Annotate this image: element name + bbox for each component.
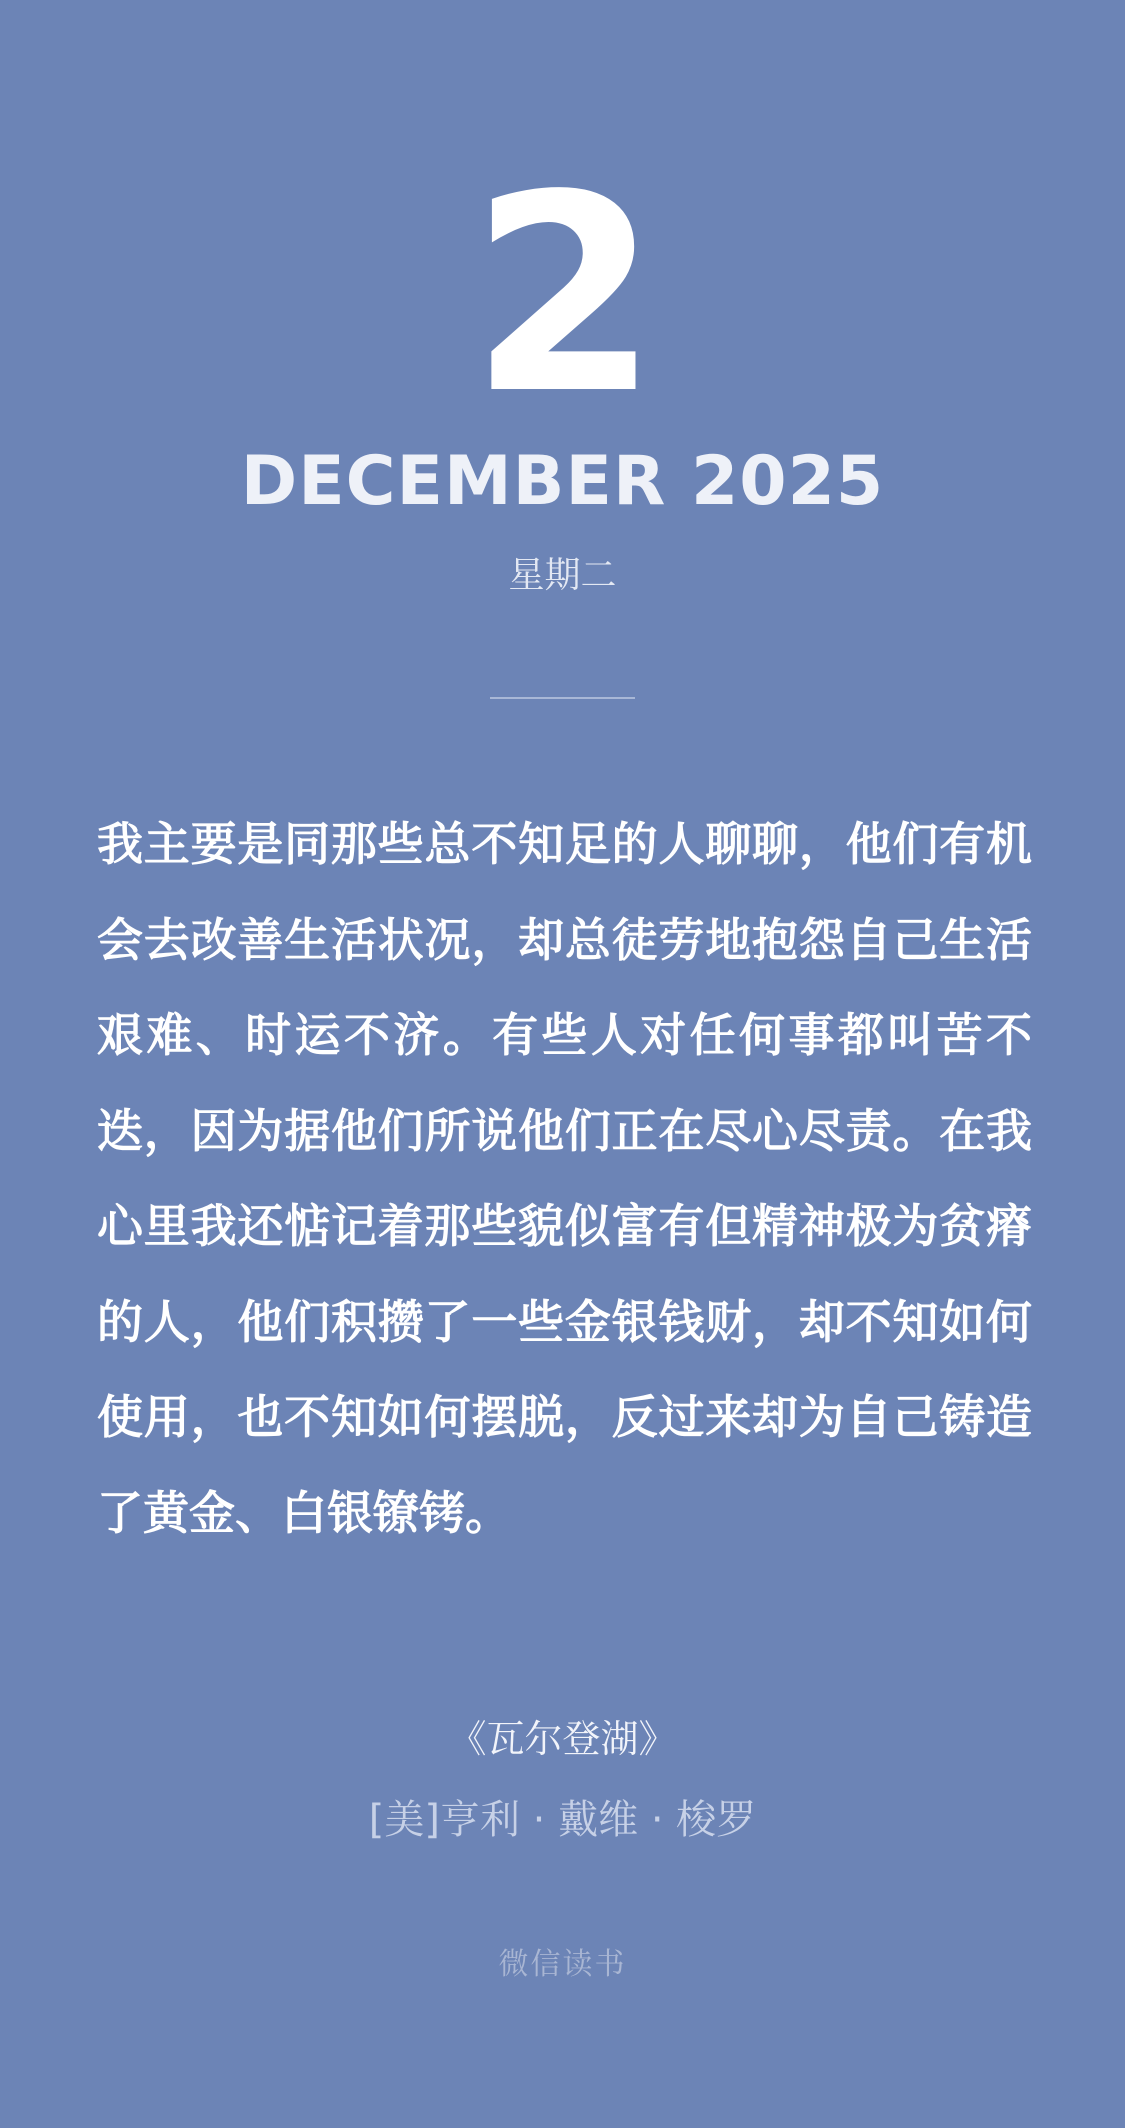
quote-text: 我主要是同那些总不知足的人聊聊，他们有机会去改善生活状况，却总徒劳地抱怨自己生活艰难、时运不济。有些人对任何事都叫苦不迭，因为据他们所说他们正在尽心尽责。在我心里我还惦记着那些貌似富有但精神极为贫瘠的人，他们积攒了一些金银钱财，却不知如何使用，也不知如何摆脱，反过来却为自己铸造了黄金、白银镣铐。	[97, 817, 1032, 1540]
month-year: DECEMBER 2025	[240, 442, 885, 521]
book-title: 《瓦尔登湖》	[448, 1717, 677, 1761]
brand-watermark: 微信读书	[498, 1947, 627, 1982]
weekday-label: 星期二	[508, 555, 617, 596]
divider-line	[490, 697, 635, 699]
book-author: [美]亨利 · 戴维 · 梭罗	[368, 1797, 757, 1843]
day-number: 2	[469, 138, 656, 454]
